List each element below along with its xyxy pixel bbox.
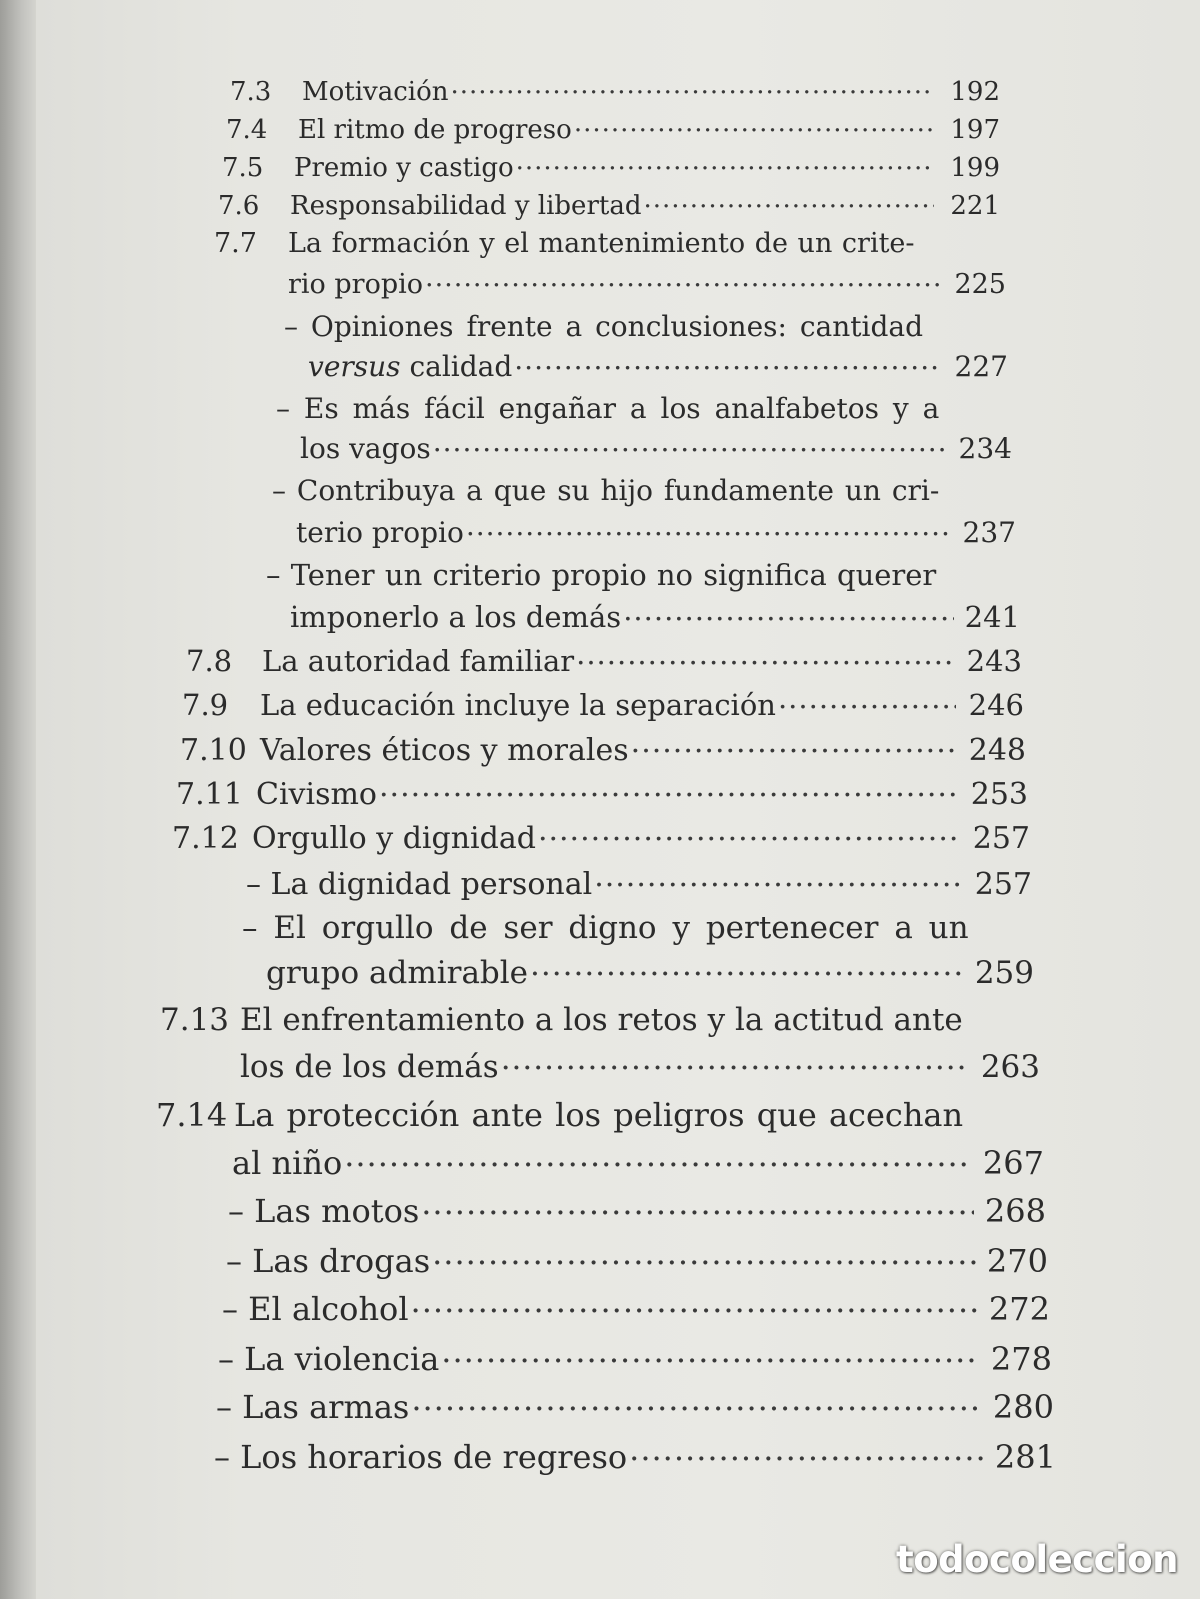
toc-entry-7-6	[218, 188, 1000, 221]
toc-title: los vagos	[300, 432, 431, 465]
toc-title: Valores éticos y morales	[260, 733, 629, 768]
toc-entry-horarios	[214, 1436, 1056, 1476]
toc-title: El ritmo de progreso	[298, 115, 572, 145]
toc-entry-contribuya	[296, 514, 1016, 549]
toc-title: Orgullo y dignidad	[252, 821, 536, 856]
toc-entry-motos	[228, 1190, 1046, 1230]
toc-title-line1: – Opiniones frente a conclusiones: cantidad	[284, 310, 924, 343]
toc-page-number: 272	[988, 1290, 1050, 1328]
dot-leader	[451, 74, 934, 100]
dot-leader	[421, 1190, 974, 1222]
toc-page-number: 199	[950, 153, 1000, 183]
toc-entry-dignidad-personal	[246, 864, 1032, 902]
dot-leader	[643, 188, 934, 214]
toc-title: los de los demás	[240, 1049, 499, 1085]
toc-page-number: 241	[964, 600, 1020, 634]
toc-entry-7-8	[186, 642, 1022, 678]
toc-page-number: 197	[950, 115, 1000, 145]
toc-page-number: 246	[968, 688, 1024, 722]
dot-leader	[538, 818, 962, 848]
dot-leader	[433, 430, 946, 458]
toc-title: Motivación	[302, 77, 449, 107]
toc-entry-orgullo	[266, 952, 1034, 991]
dot-leader	[778, 686, 956, 715]
toc-entry-7-13	[240, 1046, 1040, 1085]
toc-entry-7-11	[176, 774, 1028, 812]
toc-title: grupo admirable	[266, 955, 529, 991]
toc-page-number: 280	[992, 1388, 1054, 1426]
toc-entry-violencia	[218, 1338, 1052, 1378]
toc-entry-armas	[216, 1386, 1054, 1426]
toc-title: La educación incluye la separación	[260, 688, 776, 722]
book-gutter-shadow	[0, 0, 36, 1599]
toc-number: 7.3	[230, 77, 272, 107]
toc-title: – La dignidad personal	[246, 867, 593, 902]
toc-entry-alcohol	[222, 1288, 1050, 1328]
toc-page-number: 237	[962, 516, 1016, 549]
toc-entry-7-14	[232, 1142, 1044, 1182]
toc-entry-7-9	[182, 686, 1024, 722]
toc-title-line1: – Contribuya a que su hijo fundamente un cri-	[272, 474, 940, 507]
book-page	[36, 0, 1200, 1599]
toc-title: – La violencia	[218, 1340, 440, 1378]
toc-title: – Las drogas	[226, 1242, 431, 1280]
dot-leader	[623, 598, 954, 627]
toc-title: imponerlo a los demás	[290, 600, 622, 634]
toc-number: 7.14	[156, 1096, 228, 1134]
toc-page-number: 257	[974, 867, 1032, 902]
toc-page-number: 268	[984, 1192, 1046, 1230]
toc-entry-7-12	[172, 818, 1030, 856]
toc-page-number: 192	[950, 77, 1000, 107]
dot-leader	[425, 266, 940, 293]
toc-number: 7.7	[214, 228, 257, 259]
toc-number: 7.10	[180, 733, 247, 768]
toc-entry-drogas	[226, 1240, 1048, 1280]
toc-number: 7.4	[226, 115, 268, 145]
dot-leader	[432, 1240, 976, 1272]
dot-leader	[441, 1338, 980, 1370]
toc-page-number: 253	[970, 777, 1028, 812]
toc-page-number: 267	[982, 1144, 1044, 1182]
toc-title: Premio y castigo	[294, 153, 514, 183]
toc-page-number: 257	[972, 821, 1030, 856]
toc-number: 7.13	[160, 1002, 230, 1038]
toc-title-line1: – Tener un criterio propio no significa querer	[266, 558, 937, 592]
toc-title: al niño	[232, 1144, 343, 1182]
dot-leader	[629, 1436, 984, 1468]
toc-entry-7-7	[288, 266, 1006, 300]
dot-leader	[411, 1288, 978, 1320]
dot-leader	[576, 642, 954, 671]
toc-title-line1: La protección ante los peligros que acechan	[234, 1096, 964, 1134]
toc-page-number: 263	[980, 1049, 1040, 1085]
dot-leader	[631, 730, 958, 760]
toc-page-number: 243	[966, 644, 1022, 678]
toc-entry-7-10	[180, 730, 1026, 768]
toc-title-line1: – Es más fácil engañar a los analfabetos y a	[276, 392, 940, 425]
toc-entry-7-3	[230, 74, 1000, 107]
toc-title: – Las motos	[228, 1192, 420, 1230]
toc-title-line1: – El orgullo de ser digno y pertenecer a un	[242, 910, 969, 946]
toc-title: – El alcohol	[222, 1290, 409, 1328]
dot-leader	[516, 150, 934, 176]
toc-page-number: 281	[994, 1438, 1056, 1476]
dot-leader	[344, 1142, 972, 1174]
toc-entry-7-4	[226, 112, 1000, 145]
toc-title: rio propio	[288, 269, 423, 300]
dot-leader	[411, 1386, 982, 1418]
toc-title: calidad	[400, 350, 513, 383]
dot-leader	[466, 514, 950, 542]
toc-page-number: 225	[954, 269, 1006, 300]
toc-number: 7.8	[186, 644, 233, 678]
toc-title-line1: La formación y el mantenimiento de un crite-	[288, 228, 915, 259]
toc-page-number: 227	[954, 350, 1008, 383]
toc-title: terio propio	[296, 516, 464, 549]
site-watermark: todocoleccion	[896, 1538, 1178, 1581]
toc-number: 7.6	[218, 191, 260, 221]
toc-number: 7.11	[176, 777, 243, 812]
dot-leader	[594, 864, 962, 894]
dot-leader	[501, 1046, 970, 1077]
toc-number: 7.9	[182, 688, 229, 722]
toc-entry-opiniones	[308, 348, 1008, 383]
toc-page-number: 278	[990, 1340, 1052, 1378]
dot-leader	[530, 952, 964, 983]
toc-page-number: 234	[958, 432, 1012, 465]
toc-title: Civismo	[256, 777, 377, 812]
toc-page-number: 221	[950, 191, 1000, 221]
toc-page-number: 270	[986, 1242, 1048, 1280]
toc-entry-analfabetos	[300, 430, 1012, 465]
toc-page-number: 248	[968, 733, 1026, 768]
toc-title: – Los horarios de regreso	[214, 1438, 628, 1476]
toc-entry-tener-criterio	[290, 598, 1020, 634]
toc-page-number: 259	[974, 955, 1034, 991]
toc-number: 7.5	[222, 153, 264, 183]
toc-entry-7-5	[222, 150, 1000, 183]
toc-title-line1: El enfrentamiento a los retos y la actitud ante	[240, 1002, 963, 1038]
dot-leader	[379, 774, 960, 804]
toc-title: – Las armas	[216, 1388, 410, 1426]
dot-leader	[574, 112, 934, 138]
toc-number: 7.12	[172, 821, 239, 856]
dot-leader	[514, 348, 942, 376]
toc-title: Responsabilidad y libertad	[290, 191, 642, 221]
toc-title: La autoridad familiar	[262, 644, 575, 678]
toc-title-italic: versus	[308, 350, 401, 383]
